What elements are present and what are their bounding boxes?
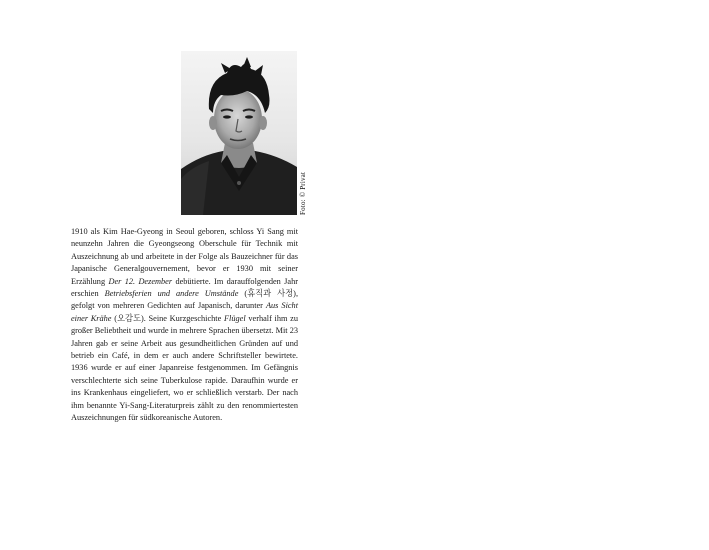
author-portrait-photo: [181, 51, 297, 215]
work-title: Flügel: [223, 313, 246, 323]
biography-paragraph: [71, 226, 298, 425]
bio-text: 1910 als Kim Hae-Gyeong in Seoul geboren, schloss Yi Sang mit neunzehn Jahren die Gyeongseong Oberschule für Technik mit Auszeichnung ab und arbeitete in der Folge als Bauzeichner für das Japanische Generalgouvernement, bevor er 1930 mit seiner Erzählung: [71, 227, 298, 286]
work-title: Der 12. Dezember: [108, 276, 173, 286]
bio-text: (오감도). Seine Kurzgeschichte: [114, 313, 222, 323]
photo-credit: Foto: © Privat: [299, 171, 307, 215]
author-biography: [71, 226, 298, 425]
work-title: Betriebsferien und andere Umstände: [104, 289, 239, 299]
bio-text: debütierte. Im darauffolgenden Jahr erschien: [71, 276, 299, 299]
bio-text: (휴직과 사정), gefolgt von mehreren Gedichten auf Japanisch, darunter: [71, 289, 299, 311]
bio-text: verhalf ihm zu großer Beliebtheit und wurde in mehrere Sprachen übersetzt. Mit 23 Jahren gab er seine Arbeit aus gesundheitlichen Gründen auf und betrieb ein Café, in dem er auch andere Schriftsteller bewirtete. 1936 wurde er auf einer Japanreise festgenommen. Im Gefängnis verschlechterte sich seine Tuberkulose rapide. Daraufhin wurde er ins Krankenhaus eingeliefert, wo er schließlich verstarb. Der nach ihm benannte Yi-Sang-Literaturpreis zählt zu den renommiertesten Auszeichnungen für südkoreanische Autoren.: [71, 313, 298, 423]
work-title: Aus Sicht einer Krähe: [71, 301, 299, 323]
